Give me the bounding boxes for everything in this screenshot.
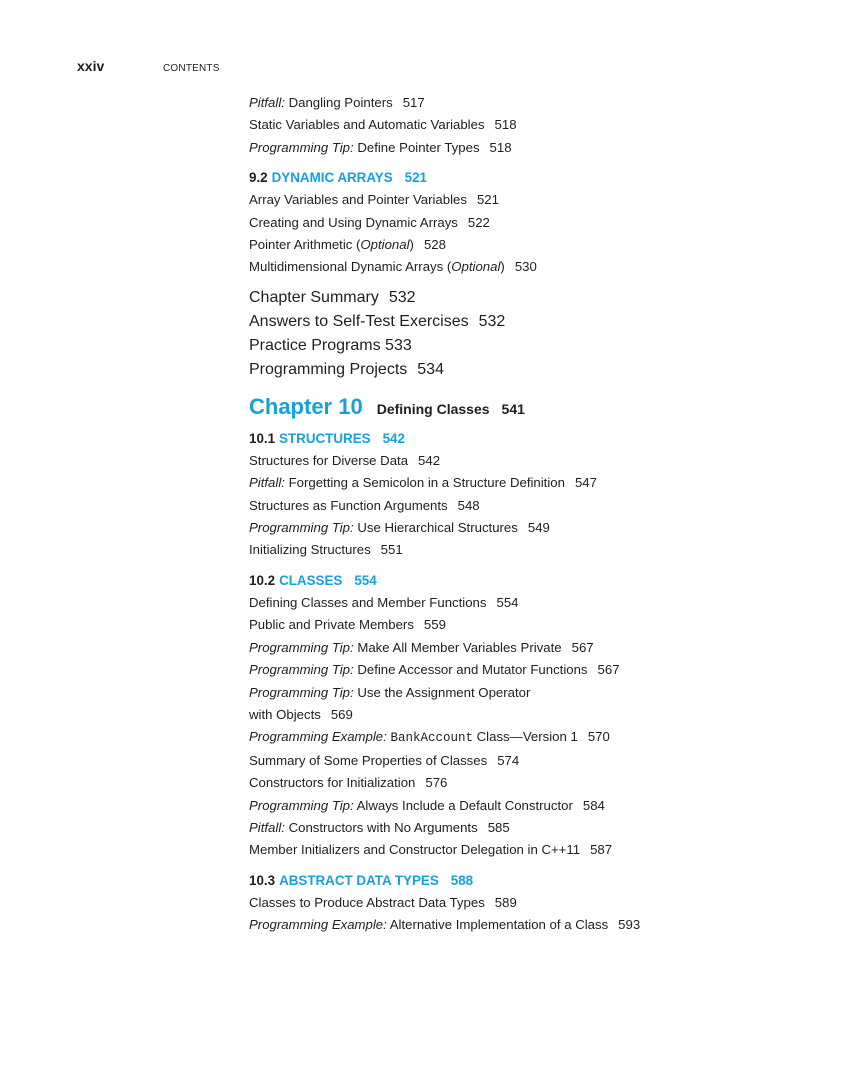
entry-page: 551: [380, 542, 403, 558]
entry-page: 593: [618, 917, 641, 933]
section-heading-10-2[interactable]: [249, 570, 839, 592]
toc-block-continued: [249, 92, 839, 159]
toc-entry[interactable]: [249, 189, 839, 211]
entry-page: 589: [494, 894, 517, 910]
toc-entry[interactable]: [249, 212, 839, 234]
entry-title: Initializing Structures: [249, 542, 371, 558]
toc-entry[interactable]: [249, 682, 839, 704]
toc-entry[interactable]: [249, 450, 839, 472]
entry-label: Programming Example:: [249, 729, 387, 745]
toc-entry[interactable]: [249, 517, 839, 539]
entry-title: Use the Assignment Operator: [357, 684, 531, 700]
toc-entry[interactable]: [249, 726, 839, 749]
section-number: 10.3: [249, 872, 276, 888]
entry-page: 574: [497, 752, 520, 768]
section-number: 9.2: [249, 170, 268, 186]
entry-title: Member Initializers and Constructor Delegation in C++11: [249, 842, 581, 858]
chapter-page: 541: [501, 400, 525, 417]
chapter-heading[interactable]: [249, 394, 839, 420]
toc-entry[interactable]: [249, 592, 839, 614]
entry-title: Class—Version 1: [476, 729, 578, 745]
section-title: STRUCTURES: [279, 430, 371, 446]
entry-title: Array Variables and Pointer Variables: [249, 192, 467, 208]
entry-title: Define Accessor and Mutator Functions: [357, 662, 588, 678]
entry-page: 532: [478, 312, 506, 330]
section-number: 10.1: [249, 430, 276, 446]
entry-title: Practice Programs 533: [249, 336, 412, 354]
section-heading-9-2[interactable]: [249, 167, 839, 189]
section-heading-10-3[interactable]: [249, 870, 839, 892]
entry-page: 559: [423, 617, 446, 633]
entry-page: 548: [457, 497, 480, 513]
entry-label: Programming Tip:: [249, 662, 354, 678]
toc-entry[interactable]: [249, 539, 839, 561]
entry-title: Forgetting a Semicolon in a Structure Definition: [288, 475, 565, 491]
entry-page: 567: [597, 662, 620, 678]
entry-page: 528: [423, 237, 446, 253]
section-page: 521: [404, 170, 427, 186]
running-title: CONTENTS: [163, 63, 220, 74]
entry-page: 567: [571, 639, 594, 655]
entry-label: Programming Tip:: [249, 139, 354, 155]
entry-title: Dangling Pointers: [288, 95, 393, 110]
entry-code: BankAccount: [390, 731, 473, 746]
section-page: 588: [450, 872, 474, 888]
entry-label: Programming Tip:: [249, 520, 354, 536]
entry-title: Constructors for Initialization: [249, 775, 416, 791]
toc-entry[interactable]: [249, 817, 839, 839]
entry-title: Structures as Function Arguments: [249, 497, 448, 513]
section-title: DYNAMIC ARRAYS: [271, 170, 393, 186]
entry-optional: Optional: [360, 237, 410, 253]
entry-title: Use Hierarchical Structures: [357, 520, 518, 536]
entry-title: Always Include a Default Constructor: [356, 797, 573, 813]
section-items-10-3: [249, 892, 839, 937]
entry-title: Programming Projects: [249, 360, 408, 378]
entry-page: 587: [590, 842, 613, 858]
toc-entry[interactable]: [249, 286, 839, 310]
entry-title: Pointer Arithmetic (: [249, 237, 361, 253]
entry-title: Alternative Implementation of a Class: [389, 917, 609, 933]
entry-page: 532: [388, 288, 416, 306]
toc-entry[interactable]: [249, 892, 839, 914]
section-heading-10-1[interactable]: [249, 428, 839, 450]
entry-title: Constructors with No Arguments: [288, 819, 478, 835]
section-page: 554: [354, 572, 377, 588]
entry-page: 542: [418, 452, 441, 468]
toc-entry[interactable]: [249, 114, 839, 136]
toc-entry[interactable]: [249, 137, 839, 159]
entry-page: 518: [494, 117, 517, 133]
section-page: 542: [382, 430, 405, 446]
toc-content: [249, 92, 839, 937]
entry-title: Define Pointer Types: [357, 139, 480, 155]
toc-entry[interactable]: [249, 795, 839, 817]
entry-page: 576: [425, 775, 448, 791]
entry-title: Public and Private Members: [249, 617, 414, 633]
section-items-10-1: [249, 450, 839, 562]
toc-entry[interactable]: [249, 704, 839, 726]
entry-page: 522: [467, 214, 490, 230]
toc-entry[interactable]: [249, 92, 839, 114]
toc-entry[interactable]: [249, 472, 839, 494]
toc-entry[interactable]: [249, 772, 839, 794]
section-items-9-2: [249, 189, 839, 279]
entry-page: 584: [582, 797, 605, 813]
entry-title: Structures for Diverse Data: [249, 452, 409, 468]
toc-entry[interactable]: [249, 659, 839, 681]
entry-title: Classes to Produce Abstract Data Types: [249, 894, 485, 910]
entry-label: Pitfall:: [249, 475, 285, 491]
entry-label: Programming Tip:: [249, 639, 354, 655]
entry-label: Programming Example:: [249, 917, 387, 933]
entry-page: 549: [527, 520, 550, 536]
entry-page: 569: [330, 706, 353, 722]
chapter-title: Defining Classes: [376, 400, 490, 417]
entry-page: 585: [487, 819, 510, 835]
toc-entry[interactable]: [249, 839, 839, 861]
entry-page: 518: [489, 139, 512, 155]
section-title: CLASSES: [279, 572, 343, 588]
toc-entry[interactable]: [249, 310, 839, 334]
section-number: 10.2: [249, 572, 276, 588]
toc-entry[interactable]: [249, 495, 839, 517]
entry-page: 517: [402, 95, 425, 110]
entry-title-end: ): [409, 237, 414, 253]
section-items-10-2: [249, 592, 839, 862]
section-title: ABSTRACT DATA TYPES: [279, 872, 439, 888]
entry-title: Multidimensional Dynamic Arrays (: [249, 259, 452, 275]
entry-title: Summary of Some Properties of Classes: [249, 752, 488, 768]
toc-entry[interactable]: [249, 334, 839, 358]
running-head: [77, 58, 220, 74]
toc-entry[interactable]: [249, 914, 839, 936]
entry-label: Pitfall:: [249, 95, 285, 110]
toc-entry[interactable]: [249, 750, 839, 772]
entry-page: 554: [496, 594, 519, 610]
entry-label: Programming Tip:: [249, 684, 354, 700]
chapter-end-matter: [249, 286, 839, 382]
toc-entry[interactable]: [249, 256, 839, 278]
chapter-label: Chapter 10: [249, 393, 363, 419]
entry-page: 530: [514, 259, 537, 275]
entry-label: Pitfall:: [249, 819, 285, 835]
entry-label: Programming Tip:: [249, 797, 354, 813]
toc-entry[interactable]: [249, 358, 839, 382]
entry-title-end: ): [500, 259, 505, 275]
toc-entry[interactable]: [249, 234, 839, 256]
entry-optional: Optional: [451, 259, 501, 275]
entry-title: with Objects: [249, 706, 321, 722]
entry-title: Creating and Using Dynamic Arrays: [249, 214, 458, 230]
entry-title: Defining Classes and Member Functions: [249, 594, 487, 610]
entry-page: 547: [574, 475, 597, 491]
entry-page: 521: [476, 192, 499, 208]
entry-page: 534: [417, 360, 444, 378]
page-number: xxiv: [77, 58, 105, 74]
toc-entry[interactable]: [249, 637, 839, 659]
entry-title: Make All Member Variables Private: [357, 639, 562, 655]
toc-entry[interactable]: [249, 614, 839, 636]
entry-title: Chapter Summary: [249, 288, 379, 306]
entry-page: 570: [587, 729, 610, 745]
entry-title: Answers to Self-Test Exercises: [249, 312, 469, 330]
entry-title: Static Variables and Automatic Variables: [249, 117, 485, 133]
